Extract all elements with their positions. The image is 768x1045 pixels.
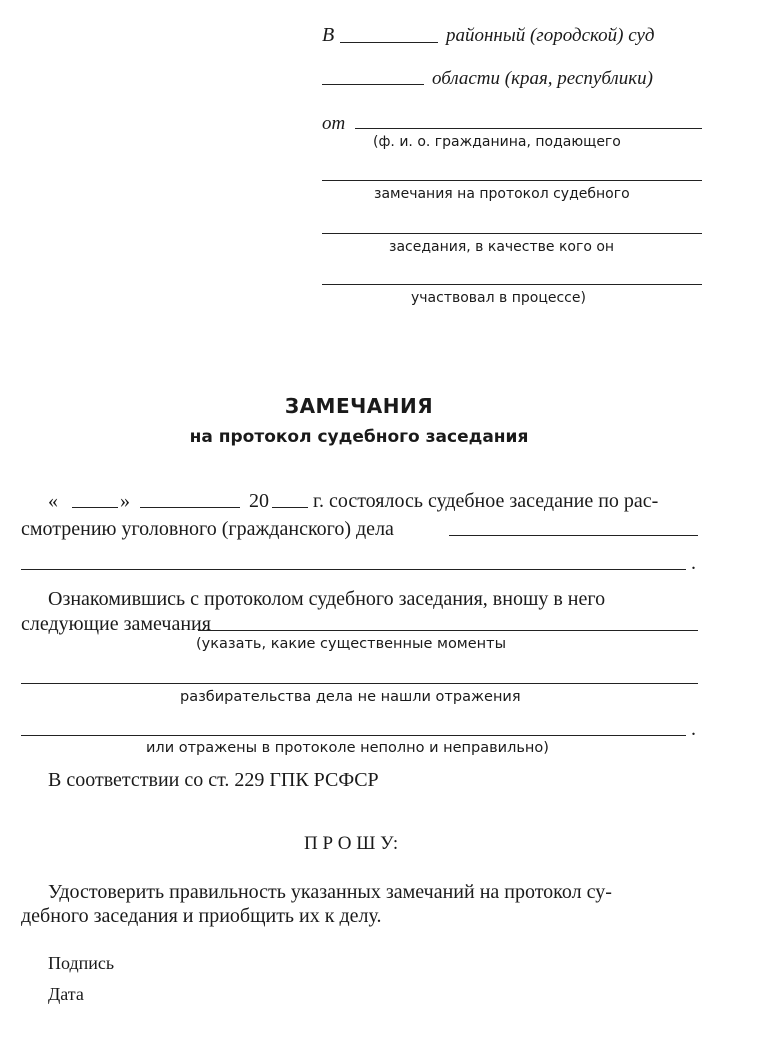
request-heading: П Р О Ш У: [304,833,399,854]
applicant-note-4: участвовал в процессе) [411,290,586,306]
applicant-note-3: заседания, в качестве кого он [389,239,615,255]
remarks-blank-line-1[interactable] [198,630,698,631]
legal-basis-text: В соответствии со ст. 229 ГПК РСФСР [48,769,379,791]
applicant-blank-line-3[interactable] [322,233,702,234]
day-blank-line[interactable] [72,507,118,508]
document-title: ЗАМЕЧАНИЯ [284,394,434,418]
remarks-blank-line-3[interactable] [21,735,686,736]
applicant-blank-line-2[interactable] [322,180,702,181]
case-blank-line-1[interactable] [449,535,698,536]
year-prefix: 20 [249,490,269,512]
remarks-text-line-2: следующие замечания [21,613,211,635]
region-label: области (края, республики) [432,68,653,89]
remarks-end-period: . [691,718,696,740]
date-label: Дата [48,984,84,1004]
month-blank-line[interactable] [140,507,240,508]
applicant-blank-line-4[interactable] [322,284,702,285]
remarks-blank-line-2[interactable] [21,683,698,684]
hearing-text-line-2: смотрению уголовного (гражданского) дела [21,518,394,540]
v-prefix: В [322,24,335,46]
region-blank-line[interactable] [322,84,424,85]
document-subtitle: на протокол судебного заседания [189,427,529,447]
close-quote: » [120,490,130,512]
applicant-blank-line-1[interactable] [355,128,702,129]
case-end-period: . [691,552,696,574]
open-quote: « [48,490,58,512]
ot-prefix: от [322,113,346,134]
remarks-text-line-1: Ознакомившись с протоколом судебного заседания, вношу в него [48,588,606,610]
request-text-line-1: Удостоверить правильность указанных замечаний на протокол су- [48,881,612,903]
case-blank-line-2[interactable] [21,569,686,570]
court-label: районный (городской) суд [446,25,655,46]
request-text-line-2: дебного заседания и приобщить их к делу. [21,905,382,927]
applicant-note-1: (ф. и. о. гражданина, подающего [373,134,621,150]
remarks-note-2: разбирательства дела не нашли отражения [180,689,521,705]
remarks-note-1: (указать, какие существенные моменты [196,636,507,652]
court-blank-line[interactable] [340,42,438,43]
year-blank-line[interactable] [272,507,308,508]
remarks-note-3: или отражены в протоколе неполно и неправильно) [146,740,549,756]
hearing-text-line-1: г. состоялось судебное заседание по рас- [313,490,659,512]
signature-label: Подпись [48,953,115,973]
applicant-note-2: замечания на протокол судебного [374,186,630,202]
